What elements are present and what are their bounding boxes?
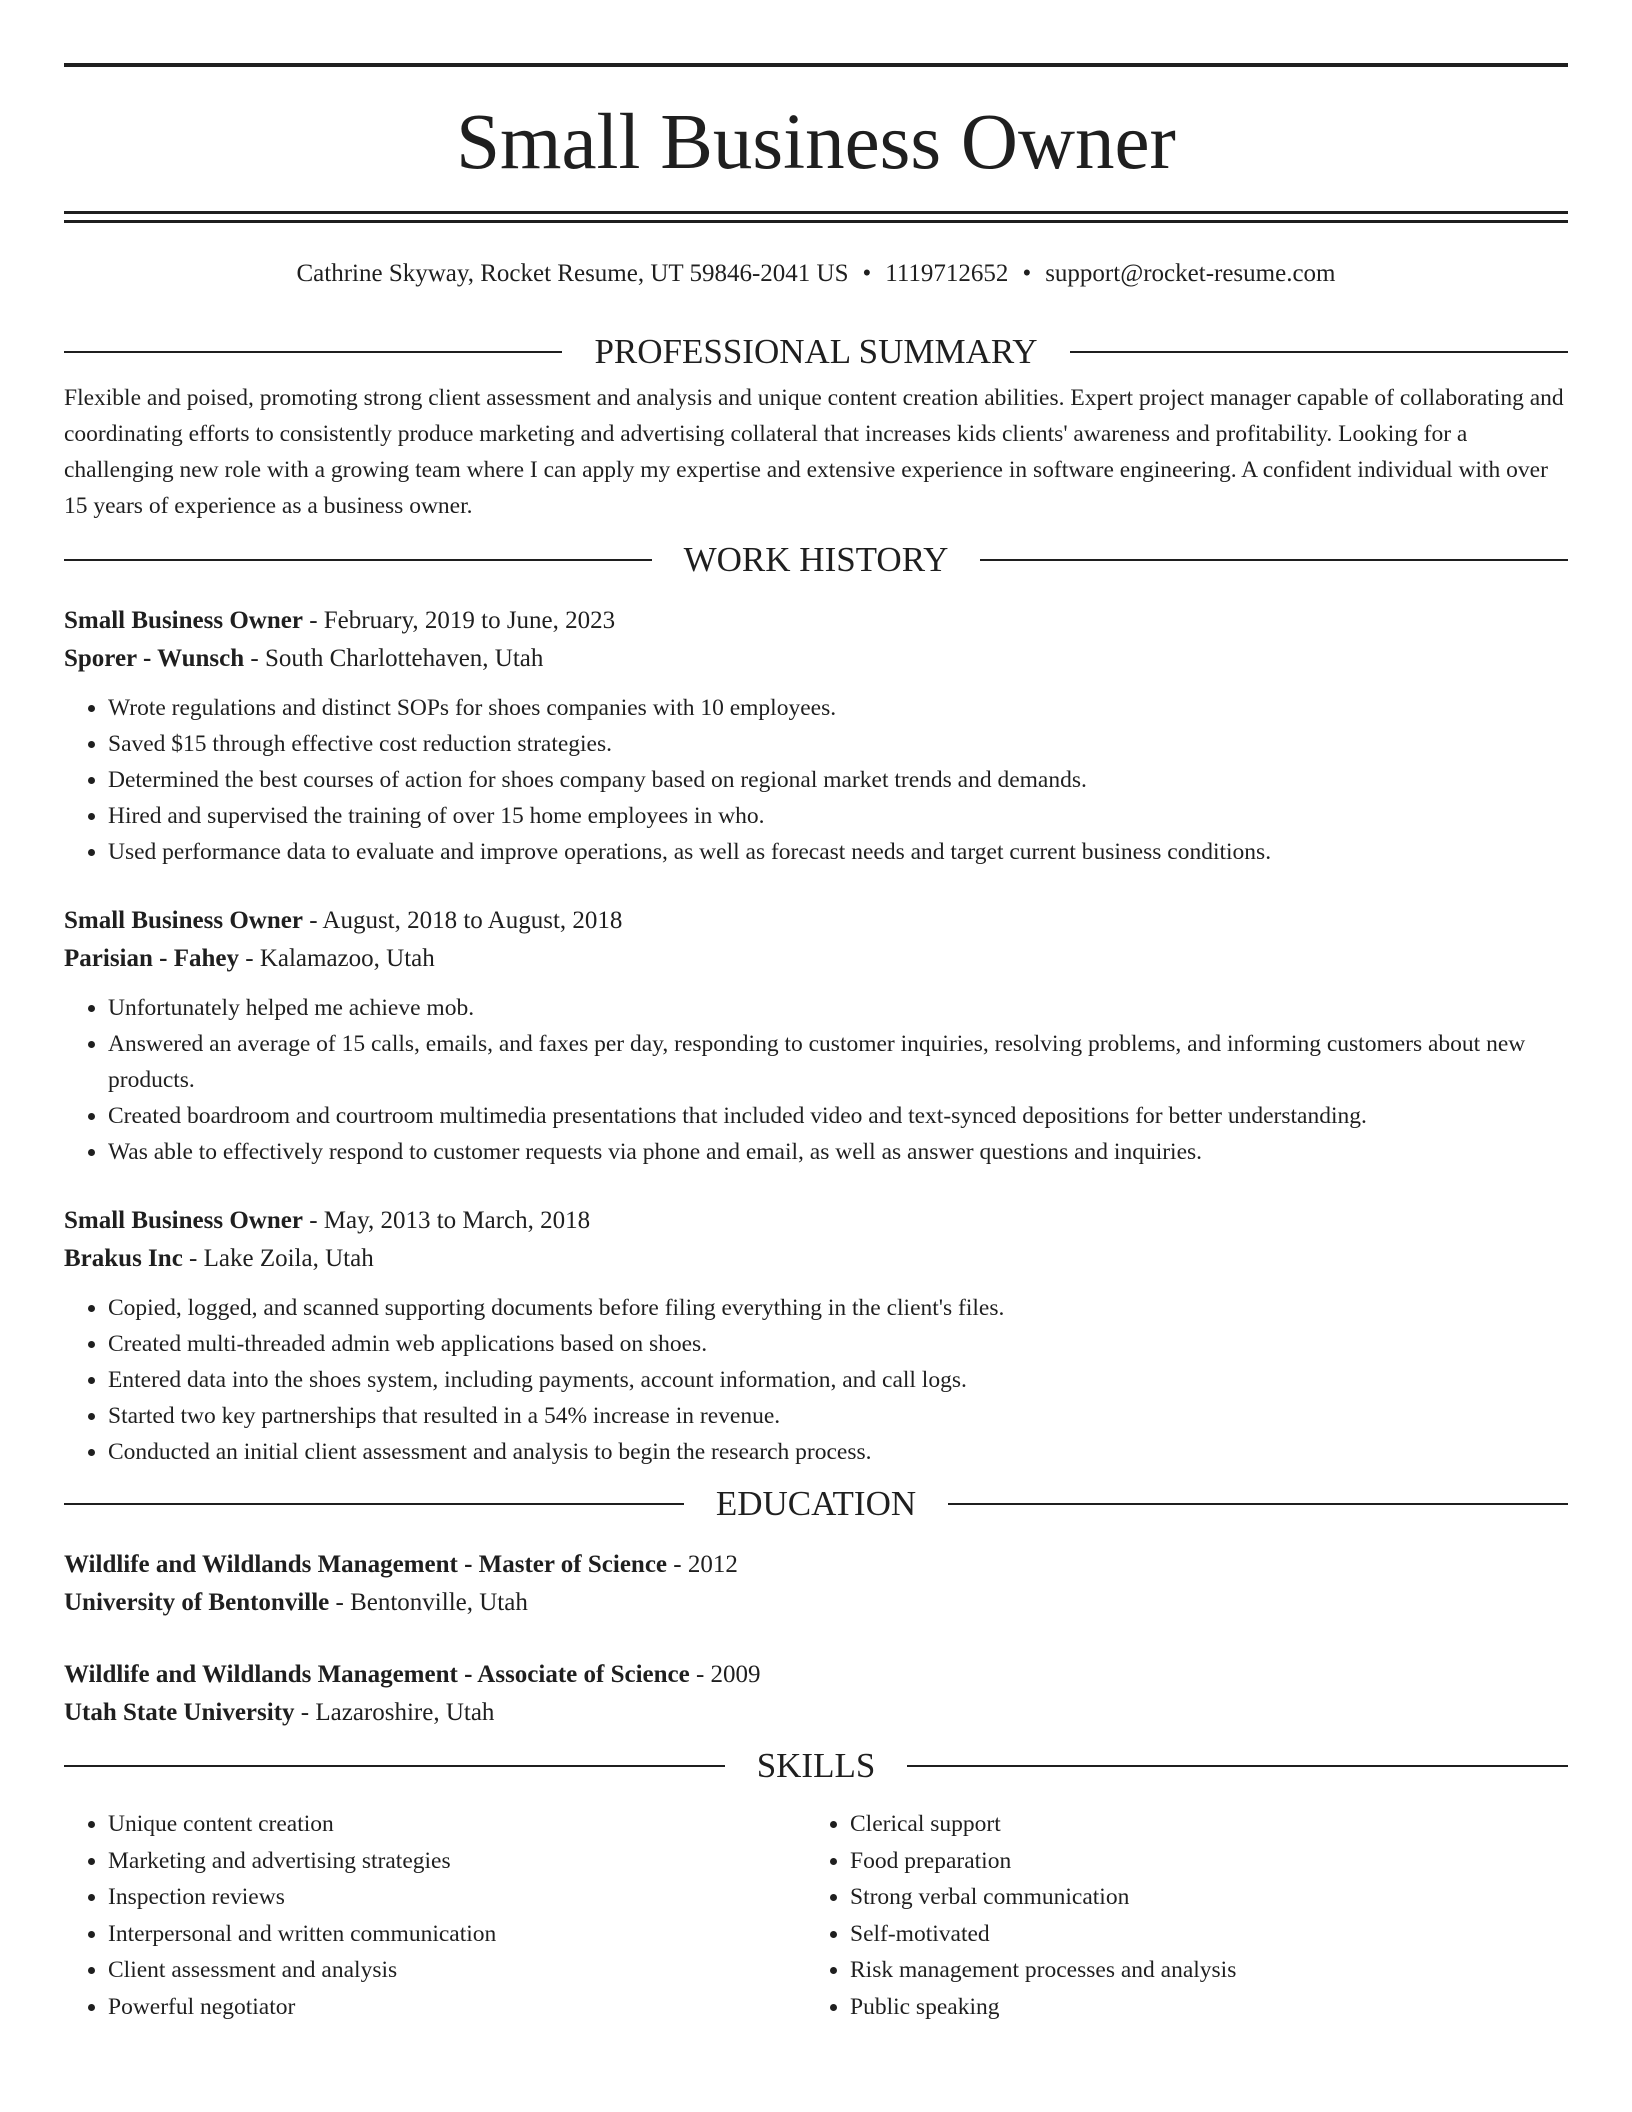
job-company: Parisian - Fahey	[64, 945, 239, 972]
section-heading-summary	[64, 332, 1568, 372]
job-entry	[64, 902, 1568, 1170]
list-item: • Answered an average of 15 calls, emails, and faxes per day, responding to customer inquiries, resolving problems, and informing customers about new products.	[108, 1026, 1568, 1098]
skill-item: • Strong verbal communication	[850, 1879, 1548, 1916]
list-item: • Entered data into the shoes system, including payments, account information, and call logs.	[108, 1362, 1568, 1398]
degree: Wildlife and Wildlands Management - Master of Science	[64, 1551, 668, 1578]
contact-email: support@rocket-resume.com	[1045, 260, 1336, 287]
header-divider-lower	[64, 220, 1568, 223]
degree: Wildlife and Wildlands Management - Associate of Science	[64, 1661, 690, 1688]
skill-item: • Public speaking	[850, 1989, 1548, 2026]
school-location: - Bentonville, Utah	[329, 1589, 528, 1616]
degree-line	[64, 1546, 1568, 1584]
graduation-year: - 2012	[667, 1551, 738, 1578]
job-company: Sporer - Wunsch	[64, 645, 245, 672]
skill-item: • Unique content creation	[108, 1806, 806, 1843]
job-location: - Kalamazoo, Utah	[239, 945, 435, 972]
job-bullets	[64, 690, 1568, 870]
job-bullets	[64, 1290, 1568, 1470]
degree-line	[64, 1656, 1568, 1694]
skills-list-right	[806, 1806, 1548, 2025]
skill-item: • Clerical support	[850, 1806, 1548, 1843]
job-company-line	[64, 640, 1568, 678]
list-item: • Used performance data to evaluate and improve operations, as well as forecast needs and target current business conditions.	[108, 834, 1568, 870]
list-item: • Was able to effectively respond to customer requests via phone and email, as well as answer questions and inquiries.	[108, 1134, 1568, 1170]
section-rule	[64, 1765, 725, 1767]
section-heading-skills	[64, 1746, 1568, 1786]
skill-item: • Self-motivated	[850, 1916, 1548, 1953]
graduation-year: - 2009	[689, 1661, 761, 1688]
skills-list-left	[64, 1806, 806, 2025]
job-bullets	[64, 990, 1568, 1170]
resume-title: Small Business Owner	[456, 99, 1176, 186]
school-line	[64, 1694, 1568, 1732]
header-divider-upper	[64, 211, 1568, 214]
contact-line	[64, 259, 1568, 289]
skill-item: • Risk management processes and analysis	[850, 1952, 1548, 1989]
skill-item: • Interpersonal and written communication	[108, 1916, 806, 1953]
section-heading-work	[64, 540, 1568, 580]
section-title: PROFESSIONAL SUMMARY	[594, 332, 1038, 371]
job-company: Brakus Inc	[64, 1245, 183, 1272]
section-heading-education	[64, 1484, 1568, 1524]
contact-separator: •	[862, 260, 872, 287]
skill-item: • Inspection reviews	[108, 1879, 806, 1916]
section-rule	[64, 1503, 684, 1505]
job-entry	[64, 1202, 1568, 1470]
resume-page	[64, 0, 1568, 2025]
job-title: Small Business Owner	[64, 607, 303, 634]
section-rule	[948, 1503, 1568, 1505]
job-company-line	[64, 940, 1568, 978]
list-item: • Conducted an initial client assessment and analysis to begin the research process.	[108, 1434, 1568, 1470]
list-item: • Wrote regulations and distinct SOPs for shoes companies with 10 employees.	[108, 690, 1568, 726]
contact-phone: 1119712652	[885, 260, 1009, 287]
section-rule	[64, 351, 562, 353]
list-item: • Saved $15 through effective cost reduction strategies.	[108, 726, 1568, 762]
list-item: • Started two key partnerships that resulted in a 54% increase in revenue.	[108, 1398, 1568, 1434]
section-title: EDUCATION	[715, 1484, 917, 1523]
job-dates: - February, 2019 to June, 2023	[302, 607, 616, 634]
section-title: WORK HISTORY	[683, 540, 949, 579]
school: Utah State University	[64, 1699, 295, 1726]
skill-item: • Powerful negotiator	[108, 1989, 806, 2026]
job-title-line	[64, 902, 1568, 940]
job-title: Small Business Owner	[64, 907, 303, 934]
school: University of Bentonville	[64, 1589, 330, 1616]
skill-item: • Client assessment and analysis	[108, 1952, 806, 1989]
list-item: • Unfortunately helped me achieve mob.	[108, 990, 1568, 1026]
list-item: • Created multi-threaded admin web applications based on shoes.	[108, 1326, 1568, 1362]
school-location: - Lazaroshire, Utah	[294, 1699, 495, 1726]
section-title: SKILLS	[756, 1746, 876, 1785]
header-top-rule	[64, 63, 1568, 67]
list-item: • Copied, logged, and scanned supporting documents before filing everything in the client's files.	[108, 1290, 1568, 1326]
skill-item: • Marketing and advertising strategies	[108, 1843, 806, 1880]
section-rule	[907, 1765, 1568, 1767]
job-location: - Lake Zoila, Utah	[182, 1245, 374, 1272]
job-title: Small Business Owner	[64, 1207, 303, 1234]
contact-separator: •	[1022, 260, 1032, 287]
summary-text: Flexible and poised, promoting strong client assessment and analysis and unique content creation abilities. Expert project manager capable of collaborating and coordinating efforts to consistently produce marketing and advertising collateral that increases kids clients' awareness and profitability. Looking for a challenging new role with a growing team where I can apply my expertise and extensive experience in software engineering. A confident individual with over 15 years of experience as a business owner.	[64, 385, 1564, 519]
school-line	[64, 1584, 1568, 1622]
section-rule	[980, 559, 1568, 561]
skills-columns	[64, 1806, 1568, 2025]
list-item: • Determined the best courses of action for shoes company based on regional market trends and demands.	[108, 762, 1568, 798]
contact-address: Cathrine Skyway, Rocket Resume, UT 59846-2041 US	[296, 260, 849, 287]
section-rule	[64, 559, 652, 561]
education-entry	[64, 1656, 1568, 1732]
job-title-line	[64, 1202, 1568, 1240]
job-entry	[64, 602, 1568, 870]
job-company-line	[64, 1240, 1568, 1278]
section-rule	[1070, 351, 1568, 353]
job-title-line	[64, 602, 1568, 640]
job-dates: - August, 2018 to August, 2018	[302, 907, 623, 934]
skill-item: • Food preparation	[850, 1843, 1548, 1880]
education-entry	[64, 1546, 1568, 1622]
list-item: • Created boardroom and courtroom multimedia presentations that included video and text-synced depositions for better understanding.	[108, 1098, 1568, 1134]
job-dates: - May, 2013 to March, 2018	[302, 1207, 591, 1234]
list-item: • Hired and supervised the training of over 15 home employees in who.	[108, 798, 1568, 834]
job-location: - South Charlottehaven, Utah	[244, 645, 544, 672]
